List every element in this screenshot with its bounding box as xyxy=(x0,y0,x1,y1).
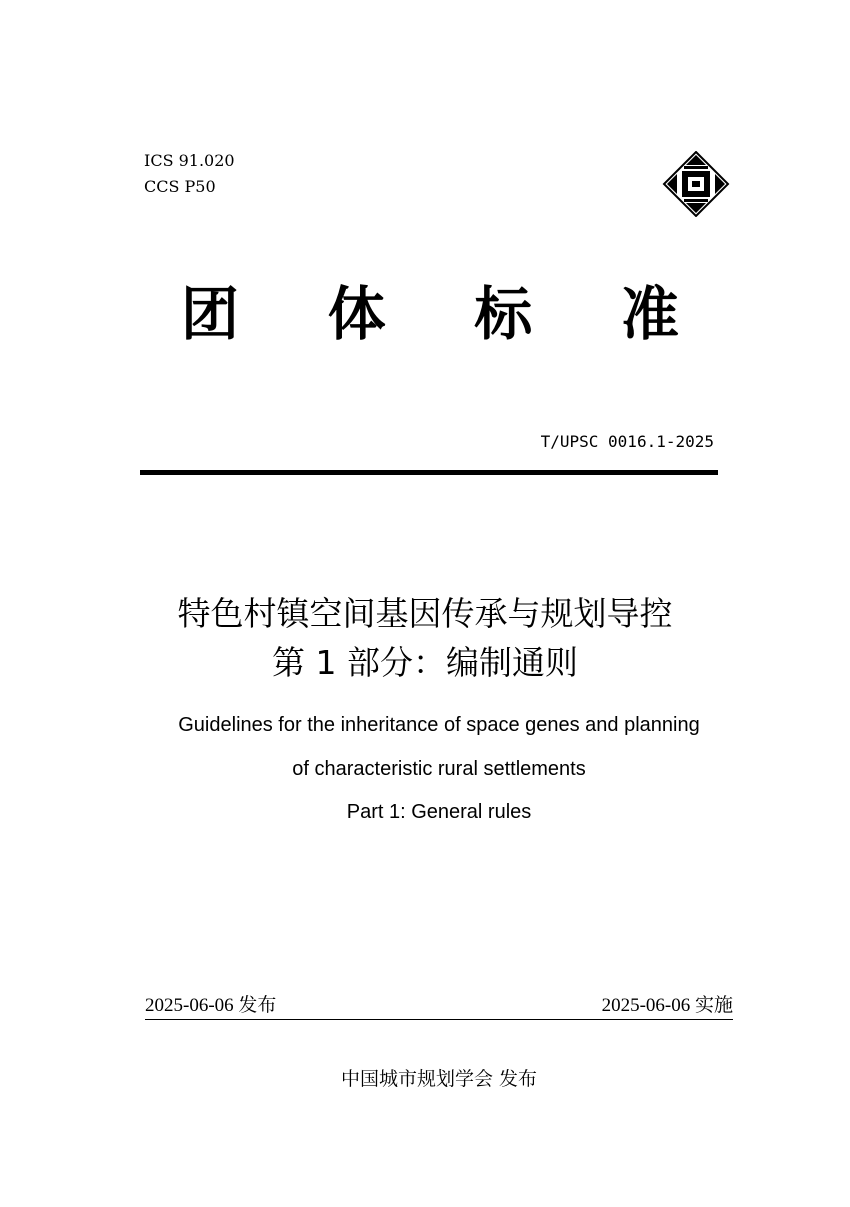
date-line xyxy=(145,993,733,1020)
issue-date: 2025-06-06 发布 xyxy=(145,995,277,1016)
standard-type-char: 准 xyxy=(620,280,679,348)
standard-number: T/UPSC 0016.1-2025 xyxy=(540,432,714,451)
ics-code: ICS 91.020 xyxy=(144,151,235,170)
standard-type-char: 团 xyxy=(180,280,239,348)
standard-type-char: 标 xyxy=(474,280,533,348)
standard-type-char: 体 xyxy=(327,280,386,348)
classification-codes xyxy=(144,148,235,200)
chinese-title-line-1: 特色村镇空间基因传承与规划导控 xyxy=(177,594,673,633)
ccs-code: CCS P50 xyxy=(144,177,216,196)
english-title-line-3: Part 1: General rules xyxy=(346,801,532,823)
header-divider xyxy=(140,470,718,475)
english-title-line-1: Guidelines for the inheritance of space genes and planning xyxy=(178,714,700,736)
english-title-line-2: of characteristic rural settlements xyxy=(292,758,586,780)
group-standard-emblem-icon xyxy=(662,151,730,217)
publisher: 中国城市规划学会 发布 xyxy=(340,1068,538,1090)
chinese-title-line-2: 第 1 部分：编制通则 xyxy=(272,643,578,682)
implementation-date: 2025-06-06 实施 xyxy=(601,995,733,1016)
standard-type-heading xyxy=(150,278,710,350)
